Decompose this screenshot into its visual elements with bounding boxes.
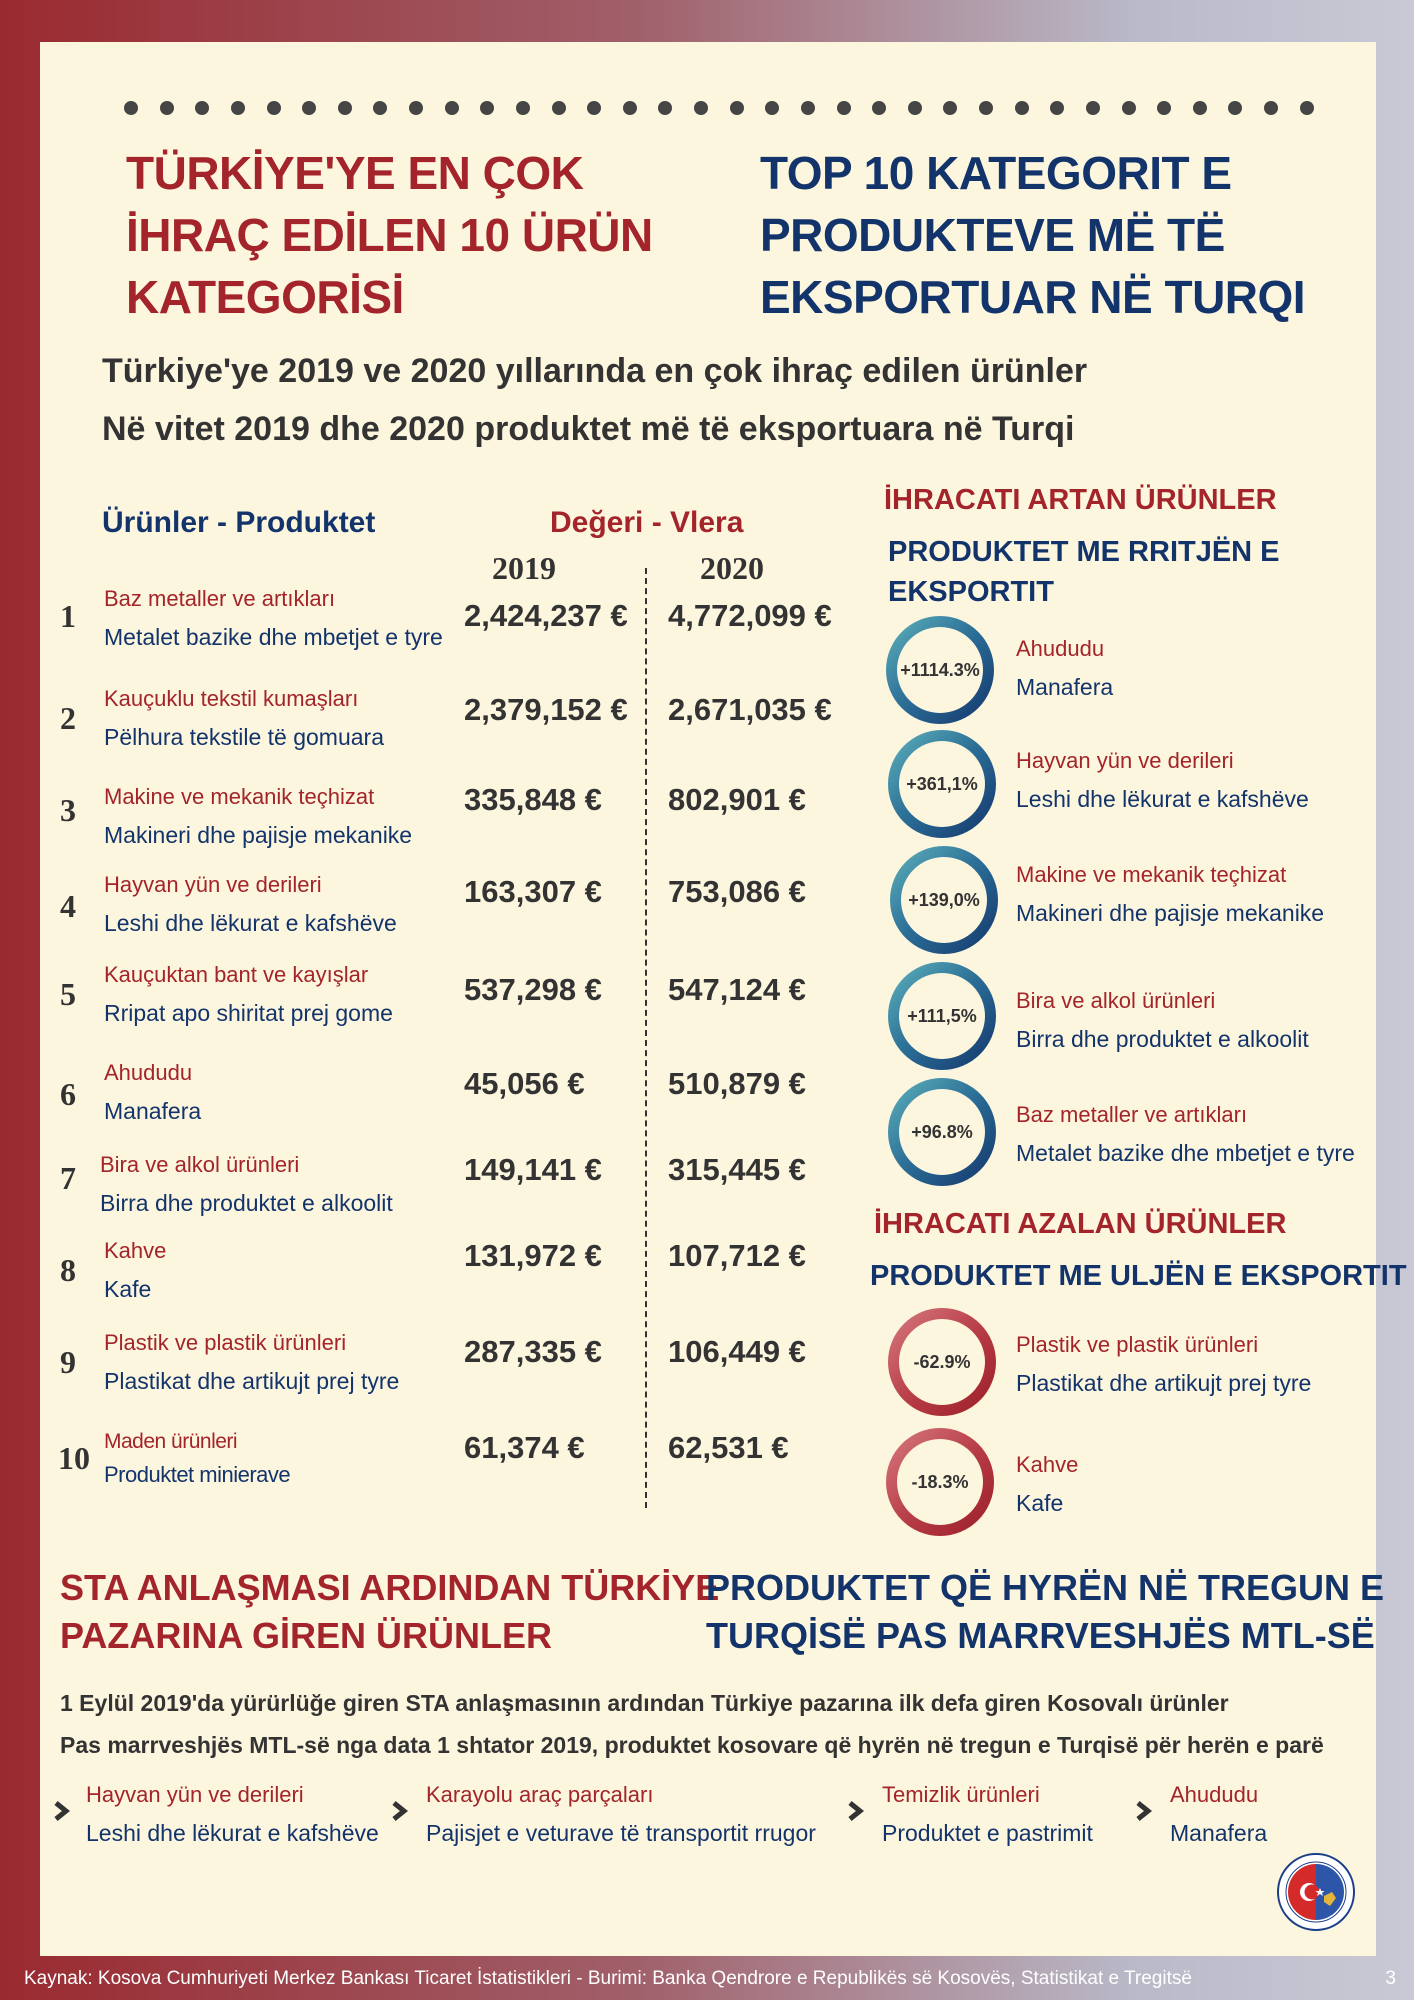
row-value-2019: 2,379,152 € (464, 692, 628, 727)
row-value-2020: 315,445 € (668, 1152, 806, 1187)
row-rank: 10 (58, 1440, 90, 1476)
row-rank: 5 (60, 976, 76, 1012)
row-product-sq: Metalet bazike dhe mbetjet e tyre (104, 624, 443, 650)
row-value-2019: 537,298 € (464, 972, 602, 1007)
row-product-sq: Kafe (104, 1276, 152, 1302)
row-product-sq: Pëlhura tekstile të gomuara (104, 724, 384, 750)
title-tr-line: İHRAÇ EDİLEN 10 ÜRÜN (126, 209, 653, 261)
decrease-percent-ring (886, 1428, 994, 1536)
increase-percent: +361,1% (899, 741, 985, 827)
chevron-right-icon (52, 1800, 74, 1822)
decrease-percent: -62.9% (899, 1319, 985, 1405)
decrease-percent-ring (888, 1308, 996, 1416)
row-product-tr: Kauçuktan bant ve kayışlar (104, 962, 369, 987)
increase-percent-ring (888, 962, 996, 1070)
title-sq-line: PRODUKTEVE MË TË (760, 209, 1225, 261)
increasing-title-sq-line: PRODUKTET ME RRITJËN E (888, 536, 1280, 568)
increasing-title-sq-line: EKSPORTIT (888, 576, 1054, 608)
row-value-2020: 510,879 € (668, 1066, 806, 1101)
row-product-tr: Makine ve mekanik teçhizat (104, 784, 375, 809)
increase-product-sq: Makineri dhe pajisje mekanike (1016, 900, 1325, 926)
row-value-2020: 4,772,099 € (668, 598, 832, 633)
title-tr-line: TÜRKİYE'YE EN ÇOK (126, 147, 584, 199)
row-product-tr: Plastik ve plastik ürünleri (104, 1330, 347, 1355)
row-value-2019: 335,848 € (464, 782, 602, 817)
chevron-right-icon (390, 1800, 412, 1822)
row-value-2020: 547,124 € (668, 972, 806, 1007)
sta-title-sq-line: TURQİSË PAS MARRVESHJËS MTL-SË (706, 1615, 1375, 1656)
decrease-product-tr: Plastik ve plastik ürünleri (1016, 1332, 1259, 1357)
row-value-2020: 802,901 € (668, 782, 806, 817)
increase-product-tr: Hayvan yün ve derileri (1016, 748, 1234, 773)
row-value-2020: 106,449 € (668, 1334, 806, 1369)
increase-percent: +139,0% (901, 857, 987, 943)
sta-text-tr: 1 Eylül 2019'da yürürlüğe giren STA anlaşmasının ardından Türkiye pazarına ilk defa giren Kosovalı ürünler (60, 1690, 1229, 1716)
title-turkish (126, 142, 653, 328)
column-year-2019: 2019 (492, 550, 556, 586)
new-product-tr: Ahududu (1170, 1782, 1259, 1807)
page-number: 3 (1385, 1968, 1396, 1989)
footer-source (0, 1958, 1414, 2000)
increasing-title-sq (888, 532, 1280, 612)
title-sq-line: EKSPORTUAR NË TURQI (760, 271, 1306, 323)
new-product-tr: Hayvan yün ve derileri (86, 1782, 304, 1807)
sta-title-tr-line: PAZARINA GİREN ÜRÜNLER (60, 1615, 552, 1656)
row-rank: 8 (60, 1252, 76, 1288)
row-rank: 7 (60, 1160, 76, 1196)
row-product-sq: Makineri dhe pajisje mekanike (104, 822, 413, 848)
row-rank: 9 (60, 1344, 76, 1380)
row-value-2020: 62,531 € (668, 1430, 789, 1465)
chamber-seal-icon (1276, 1852, 1356, 1932)
row-rank: 2 (60, 700, 76, 736)
increase-product-tr: Ahududu (1016, 636, 1105, 661)
decreasing-title-tr: İHRACATI AZALAN ÜRÜNLER (874, 1208, 1287, 1240)
row-value-2019: 163,307 € (464, 874, 602, 909)
row-value-2019: 2,424,237 € (464, 598, 628, 633)
increase-percent-ring (886, 616, 994, 724)
row-product-tr: Kahve (104, 1238, 167, 1263)
increase-percent: +111,5% (899, 973, 985, 1059)
decrease-product-sq: Kafe (1016, 1490, 1064, 1516)
row-product-tr: Baz metaller ve artıkları (104, 586, 336, 611)
increase-percent-ring (888, 1078, 996, 1186)
chevron-right-icon (846, 1800, 868, 1822)
new-product-sq: Manafera (1170, 1820, 1268, 1846)
row-rank: 6 (60, 1076, 76, 1112)
sta-title-tr-line: STA ANLAŞMASI ARDINDAN TÜRKİYE (60, 1567, 720, 1608)
row-value-2019: 61,374 € (464, 1430, 585, 1465)
row-value-2020: 107,712 € (668, 1238, 806, 1273)
row-product-sq: Produktet minierave (104, 1462, 291, 1487)
row-product-tr: Hayvan yün ve derileri (104, 872, 322, 897)
dot-divider (124, 98, 1314, 118)
row-product-sq: Rripat apo shiritat prej gome (104, 1000, 393, 1026)
new-product-sq: Produktet e pastrimit (882, 1820, 1093, 1846)
increase-product-tr: Makine ve mekanik teçhizat (1016, 862, 1287, 887)
increase-product-sq: Birra dhe produktet e alkoolit (1016, 1026, 1309, 1052)
column-header-products: Ürünler - Produktet (102, 506, 376, 539)
row-rank: 3 (60, 792, 76, 828)
row-product-sq: Birra dhe produktet e alkoolit (100, 1190, 393, 1216)
row-product-sq: Leshi dhe lëkurat e kafshëve (104, 910, 397, 936)
subtitle-albanian: Në vitet 2019 dhe 2020 produktet më të eksportuara në Turqi (102, 410, 1075, 448)
decrease-product-tr: Kahve (1016, 1452, 1079, 1477)
increase-percent-ring (888, 730, 996, 838)
row-value-2020: 2,671,035 € (668, 692, 832, 727)
row-product-tr: Bira ve alkol ürünleri (100, 1152, 300, 1177)
decrease-percent: -18.3% (897, 1439, 983, 1525)
increase-product-sq: Leshi dhe lëkurat e kafshëve (1016, 786, 1309, 812)
sta-text-sq: Pas marrveshjës MTL-së nga data 1 shtator 2019, produktet kosovare që hyrën në tregun e Turqisë për herën e parë (60, 1732, 1324, 1758)
row-product-tr: Ahududu (104, 1060, 193, 1085)
increase-product-tr: Bira ve alkol ürünleri (1016, 988, 1216, 1013)
increase-product-sq: Metalet bazike dhe mbetjet e tyre (1016, 1140, 1355, 1166)
new-product-sq: Leshi dhe lëkurat e kafshëve (86, 1820, 379, 1846)
increase-percent-ring (890, 846, 998, 954)
increase-percent: +96.8% (899, 1089, 985, 1175)
new-product-tr: Temizlik ürünleri (882, 1782, 1040, 1807)
sta-title-sq (706, 1564, 1384, 1660)
subtitle-turkish: Türkiye'ye 2019 ve 2020 yıllarında en çok ihraç edilen ürünler (102, 352, 1088, 390)
sta-title-tr (60, 1564, 719, 1660)
table-divider (645, 568, 647, 1508)
increase-product-sq: Manafera (1016, 674, 1114, 700)
decreasing-title-sq: PRODUKTET ME ULJËN E EKSPORTIT (870, 1260, 1407, 1292)
row-product-sq: Manafera (104, 1098, 202, 1124)
row-rank: 4 (60, 888, 76, 924)
row-value-2019: 131,972 € (464, 1238, 602, 1273)
row-value-2020: 753,086 € (668, 874, 806, 909)
chevron-right-icon (1134, 1800, 1156, 1822)
row-value-2019: 149,141 € (464, 1152, 602, 1187)
new-product-sq: Pajisjet e veturave të transportit rrugor (426, 1820, 816, 1846)
title-tr-line: KATEGORİSİ (126, 271, 404, 323)
sta-title-sq-line: PRODUKTET QË HYRËN NË TREGUN E (706, 1567, 1385, 1608)
row-product-tr: Maden ürünleri (104, 1430, 238, 1453)
increase-product-tr: Baz metaller ve artıkları (1016, 1102, 1248, 1127)
column-header-value: Değeri - Vlera (550, 506, 744, 539)
row-product-sq: Plastikat dhe artikujt prej tyre (104, 1368, 400, 1394)
title-albanian (760, 142, 1305, 328)
row-rank: 1 (60, 598, 76, 634)
decrease-product-sq: Plastikat dhe artikujt prej tyre (1016, 1370, 1312, 1396)
column-year-2020: 2020 (700, 550, 764, 586)
source-text: Kaynak: Kosova Cumhuriyeti Merkez Bankası Ticaret İstatistikleri - Burimi: Banka Qendrore e Republikës së Kosovës, Statistikat e Tregitsë (24, 1968, 1192, 1989)
row-value-2019: 287,335 € (464, 1334, 602, 1369)
title-sq-line: TOP 10 KATEGORIT E (760, 147, 1232, 199)
row-value-2019: 45,056 € (464, 1066, 585, 1101)
row-product-tr: Kauçuklu tekstil kumaşları (104, 686, 359, 711)
new-product-tr: Karayolu araç parçaları (426, 1782, 654, 1807)
increase-percent: +1114.3% (897, 627, 983, 713)
increasing-title-tr: İHRACATI ARTAN ÜRÜNLER (884, 484, 1277, 516)
